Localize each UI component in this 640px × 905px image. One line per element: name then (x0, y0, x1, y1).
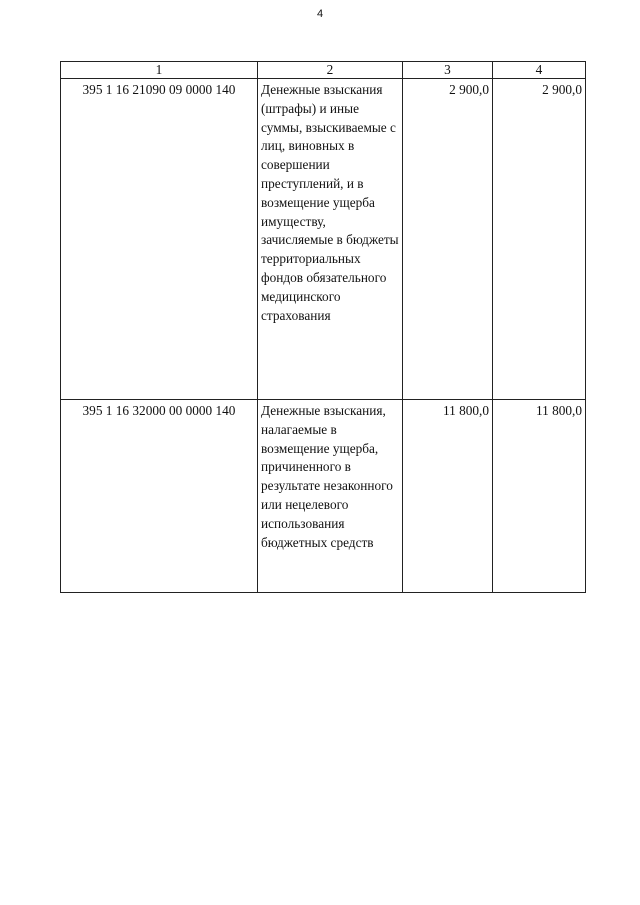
table-row (61, 79, 586, 400)
amount-col4: 2 900,0 (493, 79, 586, 400)
page-number: 4 (316, 8, 324, 20)
column-header-3: 3 (403, 62, 493, 79)
income-description: Денежные взыскания (штрафы) и иные суммы, взыскиваемые с лиц, виновных в совершении преступлений, и в возмещение ущерба имуществу, зачисляемые в бюджеты территориальных фондов обязательного медицинского страхования (258, 79, 403, 400)
column-header-2: 2 (258, 62, 403, 79)
budget-table (60, 61, 586, 593)
amount-col4: 11 800,0 (493, 400, 586, 593)
income-description: Денежные взыскания, налагаемые в возмещение ущерба, причиненного в результате незаконного или нецелевого использования бюджетных средств (258, 400, 403, 593)
column-header-1: 1 (61, 62, 258, 79)
table-header-row (61, 62, 586, 79)
table-row (61, 400, 586, 593)
amount-col3: 11 800,0 (403, 400, 493, 593)
budget-code: 395 1 16 32000 00 0000 140 (61, 400, 258, 593)
amount-col3: 2 900,0 (403, 79, 493, 400)
column-header-4: 4 (493, 62, 586, 79)
budget-code: 395 1 16 21090 09 0000 140 (61, 79, 258, 400)
